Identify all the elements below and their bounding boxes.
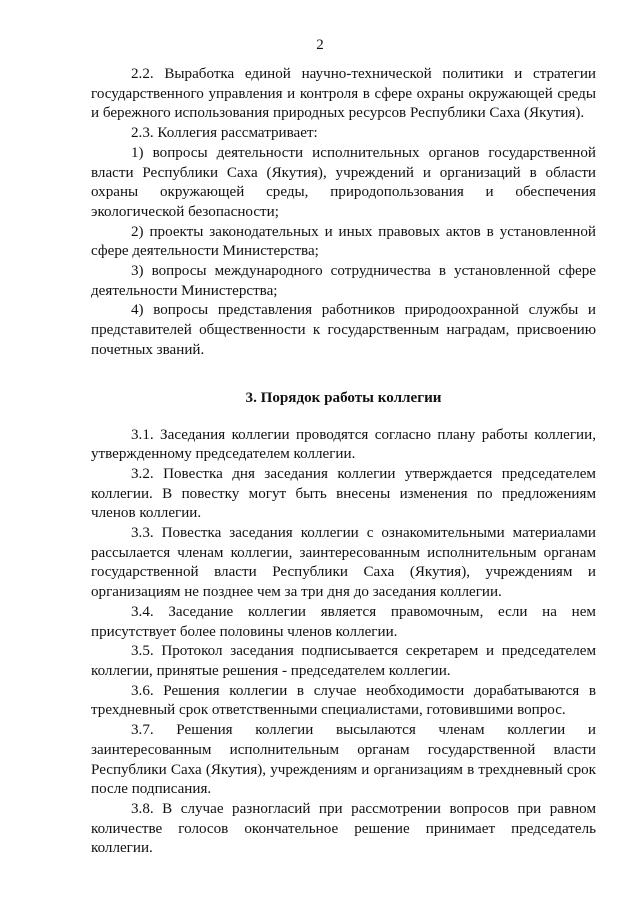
paragraph-2-2: 2.2. Выработка единой научно-технической политики и стратегии государственного управления и контроля в сфере охраны окружающей среды и бережного использования природных ресурсов Республики Саха (Якутия). — [91, 66, 596, 122]
paragraph-3-1: 3.1. Заседания коллегии проводятся согласно плану работы коллегии, утвержденному председателем коллегии. — [91, 426, 596, 463]
paragraph-3-7: 3.7. Решения коллегии высылаются членам коллегии и заинтересованным исполнительным органам государственной власти Республики Саха (Якутия), учреждениям и организациям в трехдневный срок после подписания. — [91, 722, 596, 798]
paragraph-3-6: 3.6. Решения коллегии в случае необходимости дорабатываются в трехдневный срок ответственными специалистами, готовившими вопрос. — [91, 682, 596, 719]
section-3-heading: 3. Порядок работы коллегии — [245, 389, 442, 406]
paragraph-2-3-item-1: 1) вопросы деятельности исполнительных органов государственной власти Республики Саха (Якутия), учреждений и организаций в области охраны окружающей среды, природопользования и обеспечения экологической безопасности; — [91, 144, 596, 220]
paragraph-3-3: 3.3. Повестка заседания коллегии с ознакомительными материалами рассылается членам коллегии, заинтересованным исполнительным органам государственной власти Республики Саха (Якутия), учреждениям и организациям не позднее чем за три дня до заседания коллегии. — [91, 525, 596, 601]
paragraph-2-3-item-4: 4) вопросы представления работников природоохранной службы и представителей общественности к государственным наградам, присвоению почетных званий. — [91, 302, 596, 358]
paragraph-2-3-item-3: 3) вопросы международного сотрудничества в установленной сфере деятельности Министерства; — [91, 263, 596, 299]
paragraph-3-5: 3.5. Протокол заседания подписывается секретарем и председателем коллегии, принятые решения - председателем коллегии. — [91, 643, 596, 679]
paragraph-3-8: 3.8. В случае разногласий при рассмотрении вопросов при равном количестве голосов окончательное решение принимает председатель коллегии. — [91, 800, 596, 857]
page-number: 2 — [316, 37, 324, 53]
document-body — [91, 65, 596, 859]
paragraph-3-2: 3.2. Повестка дня заседания коллегии утверждается председателем коллегии. В повестку могут быть внесены изменения по предложениям членов коллегии. — [91, 465, 596, 522]
paragraph-2-3: 2.3. Коллегия рассматривает: — [131, 125, 318, 142]
paragraph-2-3-item-2: 2) проекты законодательных и иных правовых актов в установленной сфере деятельности Министерства; — [91, 223, 596, 260]
paragraph-3-4: 3.4. Заседание коллегии является правомочным, если на нем присутствует более половины членов коллегии. — [91, 603, 596, 640]
